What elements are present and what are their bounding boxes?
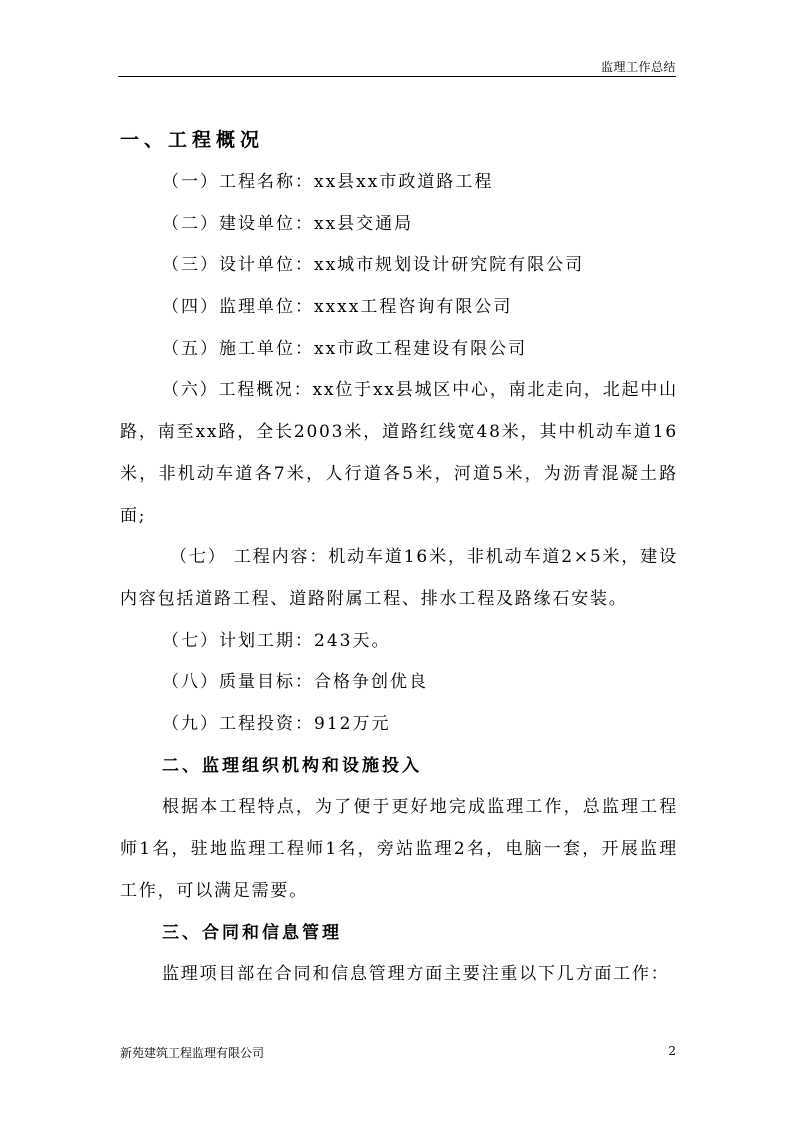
footer-company: 新苑建筑工程监理有限公司 — [120, 1046, 265, 1060]
section-3-heading: 三、合同和信息管理 — [162, 922, 342, 943]
page-number: 2 — [668, 1044, 676, 1058]
design-unit: （三）设计单位：xx城市规划设计研究院有限公司 — [162, 255, 585, 276]
section-2-paragraph: 根据本工程特点，为了便于更好地完成监理工作，总监理工程师1名，驻地监理工程师1名，旁站监理2名，电脑一套，开展监理工作，可以满足需要。 — [120, 797, 678, 901]
supervision-unit: （四）监理单位：xxxx工程咨询有限公司 — [162, 297, 513, 318]
document-body — [120, 118, 678, 996]
section-3-paragraph: 监理项目部在合同和信息管理方面主要注重以下几方面工作： — [162, 964, 670, 985]
section-1-heading: 一、工程概况 — [120, 129, 265, 151]
project-content-paragraph: （七） 工程内容：机动车道16米，非机动车道2×5米，建设内容包括道路工程、道路附属工程、排水工程及路缘石安装。 — [120, 547, 678, 609]
quality-goal-item: （八）质量目标：合格争创优良 — [162, 672, 428, 693]
project-name: （一）工程名称：xx县xx市政道路工程 — [162, 172, 494, 192]
section-2-heading: 二、监理组织机构和设施投入 — [162, 755, 422, 776]
schedule-item: （七）计划工期：243天。 — [162, 630, 391, 651]
project-overview-paragraph: （六）工程概况：xx位于xx县城区中心，南北走向，北起中山路，南至xx路，全长2003米，道路红线宽48米，其中机动车道16米，非机动车道各7米，人行道各5米，河道5米，为沥青混凝土路面; — [120, 380, 678, 526]
investment-item: （九）工程投资：912万元 — [162, 714, 391, 735]
header-rule — [118, 76, 676, 77]
construction-unit: （五）施工单位：xx市政工程建设有限公司 — [162, 338, 528, 359]
owner-unit: （二）建设单位：xx县交通局 — [162, 213, 414, 234]
running-header: 监理工作总结 — [600, 60, 676, 74]
